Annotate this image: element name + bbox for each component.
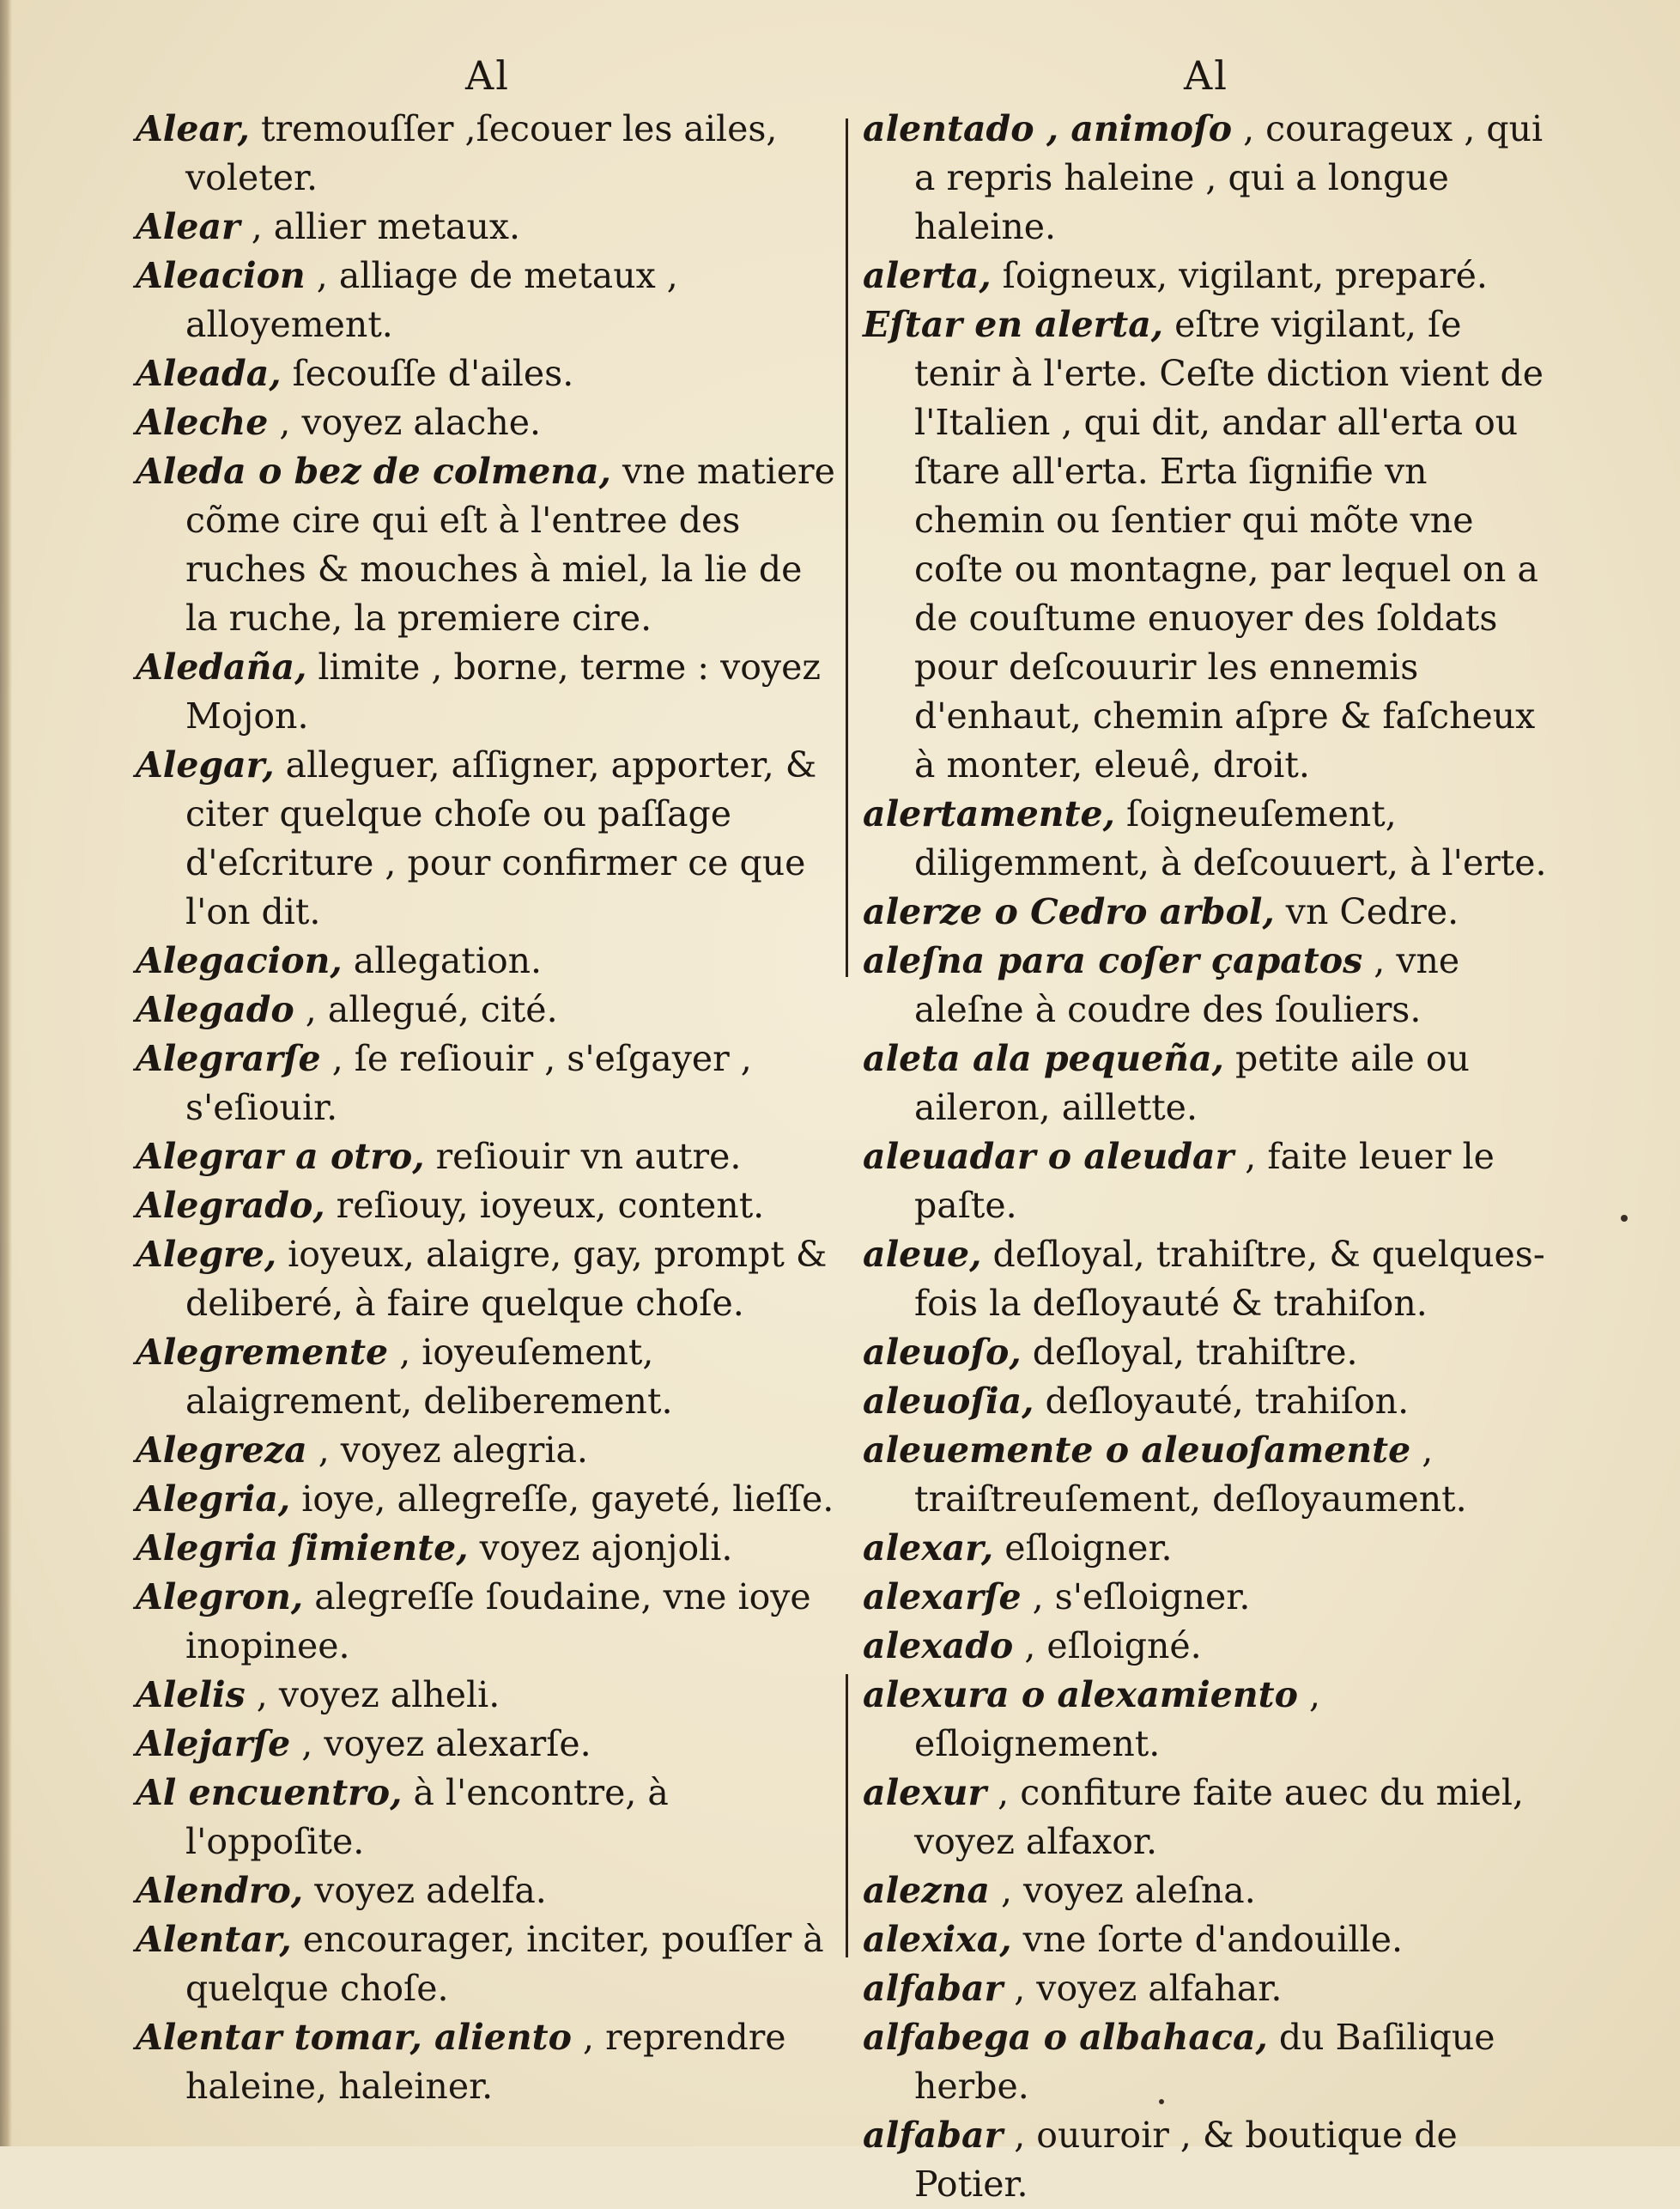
dictionary-entry [863,1964,1550,2013]
entry-headword: Aleda o bez de colmena, [136,451,611,492]
dictionary-entry [863,1671,1550,1769]
dictionary-entry [136,203,840,252]
entry-definition: , traiſtreuſement, deſloyaument. [914,1429,1467,1520]
running-head-left: Al [465,52,510,99]
entry-definition: , eſloignement. [914,1674,1321,1764]
dictionary-entry [863,105,1550,252]
entry-definition: , s'eſloigner. [1032,1576,1251,1617]
entry-definition: , alliage de metaux , alloyement. [185,255,678,345]
entry-headword: Aleacion [136,255,306,296]
entry-headword: alerze o Cedro arbol, [863,891,1275,932]
entry-headword: Alegria, [136,1478,291,1520]
dictionary-entry [136,1671,840,1720]
dictionary-entry [863,252,1550,300]
entry-headword: aleta ala pequeña, [863,1038,1224,1079]
entry-definition: ſoigneuſement, diligemment, à deſcouuert, à l'erte. [914,793,1547,883]
entry-definition: , voyez alfahar. [1014,1968,1283,2009]
entry-definition: vn Cedre. [1285,891,1459,932]
entry-headword: aleue, [863,1234,982,1275]
dictionary-entry [863,1230,1550,1328]
entry-definition: , reprendre haleine, haleiner. [185,2017,786,2107]
dictionary-entry [136,1328,840,1426]
dictionary-entry [136,1769,840,1866]
entry-definition: ſoigneux, vigilant, preparé. [1002,255,1488,296]
entry-definition: reſiouir vn autre. [435,1136,742,1177]
dictionary-entry [863,2013,1550,2111]
entry-definition: eſtre vigilant, ſe tenir à l'erte. Ceſte diction vient de l'Italien , qui dit, andar all'erta ou ſtare all'erta. Erta ſignifie vn chemin ou ſentier qui mõte vne coſte ou montagne, par lequel on a de couſtume enuoyer des ſoldats pour deſcouurir les ennemis d'enhaut, chemin aſpre & faſcheux à monter, eleuê, droit. [914,304,1544,786]
entry-definition: , allegué, cité. [305,989,558,1030]
running-head-right: Al [1184,52,1228,99]
entry-definition: allegation. [353,940,543,981]
left-column [136,52,840,2111]
dictionary-entry [863,790,1550,888]
dictionary-entry [863,1328,1550,1377]
dictionary-entry [136,937,840,986]
dictionary-entry [136,986,840,1035]
dictionary-entry [863,1132,1550,1230]
entry-definition: eſloigner. [1004,1527,1173,1569]
entry-definition: , ouuroir , & boutique de Potier. [914,2115,1458,2205]
dictionary-entry [136,1181,840,1230]
entry-definition: deſloyal, trahiſtre. [1032,1332,1358,1373]
entry-headword: Aledaña, [136,646,307,688]
entry-headword: Aleada, [136,353,282,394]
entry-definition: , voyez alexarſe. [301,1723,591,1764]
entry-definition: , confiture faite auec du miel, voyez alfaxor. [914,1772,1525,1862]
entry-headword: alexur [863,1772,987,1813]
dictionary-entry [863,1573,1550,1622]
entry-definition: tremouſſer ,ſecouer les ailes, voleter. [185,108,778,198]
dictionary-entry [136,2013,840,2111]
dictionary-entry [863,1035,1550,1132]
entry-definition: , allier metaux. [251,206,521,247]
entry-definition: petite aile ou aileron, aillette. [914,1038,1470,1128]
entry-definition: vne matiere cõme cire qui eſt à l'entree des ruches & mouches à miel, la lie de la ruche, la premiere cire. [185,451,835,639]
dictionary-entry [136,447,840,643]
entry-headword: Eſtar en alerta, [863,304,1164,345]
entry-headword: alertamente, [863,793,1115,834]
dictionary-entry [136,252,840,349]
entry-headword: Alegron, [136,1576,304,1617]
entry-definition: , faite leuer le paſte. [914,1136,1495,1226]
entry-headword: Alegado [136,989,294,1030]
entry-headword: Alear, [136,108,250,149]
entry-headword: Alegar, [136,744,275,786]
entry-definition: ioye, allegreſſe, gayeté, lieſſe. [301,1478,834,1520]
entry-headword: aleuoſia, [863,1381,1034,1422]
dictionary-entry [863,300,1550,790]
entry-headword: Alear [136,206,240,247]
entry-headword: aleuoſo, [863,1332,1022,1373]
dictionary-entry [136,349,840,398]
entry-headword: Alegrar a otro, [136,1136,425,1177]
entry-headword: alentado , animoſo [863,108,1233,149]
dictionary-entry [863,1426,1550,1524]
entry-headword: alfabar [863,1968,1004,2009]
entry-headword: Aleche [136,402,269,443]
entry-definition: encourager, inciter, pouſſer à quelque choſe. [185,1919,824,2009]
entry-definition: vne ſorte d'andouille. [1022,1919,1404,1960]
entry-headword: alexarſe [863,1576,1022,1617]
column-rule-bottom [846,1674,848,1957]
dictionary-entry [136,643,840,741]
column-rule-top [846,118,848,977]
entry-headword: aleuadar o aleudar [863,1136,1234,1177]
entry-headword: alexado [863,1625,1014,1666]
dictionary-entry [136,741,840,937]
entry-headword: alezna [863,1870,990,1911]
entry-headword: alexura o alexamiento [863,1674,1298,1715]
entry-headword: alexixa, [863,1919,1012,1960]
dictionary-entry [136,105,840,203]
entry-definition: , voyez aleſna. [1000,1870,1256,1911]
entry-headword: Alejarſe [136,1723,291,1764]
entry-definition: , ioyeuſement, alaigrement, deliberement. [185,1332,673,1422]
dictionary-entry [136,1866,840,1915]
entry-headword: Alegremente [136,1332,389,1373]
dictionary-entry [863,2111,1550,2209]
entry-headword: Alegrado, [136,1185,325,1226]
entry-definition: , voyez alegria. [318,1429,588,1471]
dictionary-entry [863,1769,1550,1866]
right-entries-list [863,105,1550,2209]
dictionary-entry [136,1230,840,1328]
dictionary-entry [863,1622,1550,1671]
ink-speck [1621,1215,1628,1222]
entry-definition: à l'encontre, à l'oppoſite. [185,1772,669,1862]
dictionary-entry [136,1132,840,1181]
entry-definition: , voyez alache. [279,402,542,443]
entry-definition: deſloyauté, trahiſon. [1045,1381,1410,1422]
entry-headword: Alelis [136,1674,246,1715]
dictionary-entry [136,1426,840,1475]
entry-headword: aleuemente o aleuoſamente [863,1429,1411,1471]
dictionary-entry [136,1035,840,1132]
dictionary-entry [863,1377,1550,1426]
entry-headword: Alentar, [136,1919,292,1960]
dictionary-entry [136,1573,840,1671]
entry-definition: , ſe reſiouir , s'eſgayer , s'eſiouir. [185,1038,752,1128]
left-entries-list [136,105,840,2111]
entry-headword: alfabar [863,2115,1004,2156]
entry-definition: , voyez alheli. [256,1674,500,1715]
entry-headword: Alegrarſe [136,1038,321,1079]
dictionary-entry [863,888,1550,937]
entry-headword: Alegre, [136,1234,277,1275]
dictionary-entry [136,1524,840,1573]
entry-headword: Alendro, [136,1870,304,1911]
entry-headword: Alegreza [136,1429,307,1471]
entry-headword: alfabega o albahaca, [863,2017,1268,2058]
entry-headword: alexar, [863,1527,994,1569]
entry-definition: ſecouſſe d'ailes. [292,353,574,394]
entry-definition: limite , borne, terme : voyez Mojon. [185,646,821,737]
dictionary-entry [136,398,840,447]
dictionary-entry [863,937,1550,1035]
dictionary-entry [136,1915,840,2013]
entry-headword: Al encuentro, [136,1772,403,1813]
dictionary-entry [136,1475,840,1524]
dictionary-entry [136,1720,840,1769]
entry-definition: alegreſſe ſoudaine, vne ioye inopinee. [185,1576,811,1666]
ink-speck [1159,2099,1164,2104]
entry-headword: Alegacion, [136,940,343,981]
dictionary-entry [863,1915,1550,1964]
entry-definition: , courageux , qui a repris haleine , qui a longue haleine. [914,108,1544,247]
dictionary-entry [863,1866,1550,1915]
entry-definition: , eſloigné. [1024,1625,1202,1666]
entry-definition: voyez adelfa. [314,1870,547,1911]
entry-headword: Alegria ſimiente, [136,1527,469,1569]
page-edge-shadow [0,0,12,2146]
entry-definition: voyez ajonjoli. [479,1527,733,1569]
entry-definition: deſloyal, trahiſtre, & quelques-fois la deſloyauté & trahiſon. [914,1234,1545,1324]
entry-definition: alleguer, aſſigner, apporter, & citer quelque choſe ou paſſage d'eſcriture , pour confirmer ce que l'on dit. [185,744,817,932]
entry-definition: , vne aleſne à coudre des ſouliers. [914,940,1460,1030]
entry-headword: Alentar tomar, aliento [136,2017,572,2058]
dictionary-entry [863,1524,1550,1573]
entry-headword: alerta, [863,255,992,296]
entry-definition: reſiouy, ioyeux, content. [336,1185,765,1226]
entry-definition: ioyeux, alaigre, gay, prompt & deliberé, à faire quelque choſe. [185,1234,828,1324]
right-column [863,52,1550,2209]
entry-headword: aleſna para coſer çapatos [863,940,1363,981]
entry-definition: du Baſilique herbe. [914,2017,1495,2107]
